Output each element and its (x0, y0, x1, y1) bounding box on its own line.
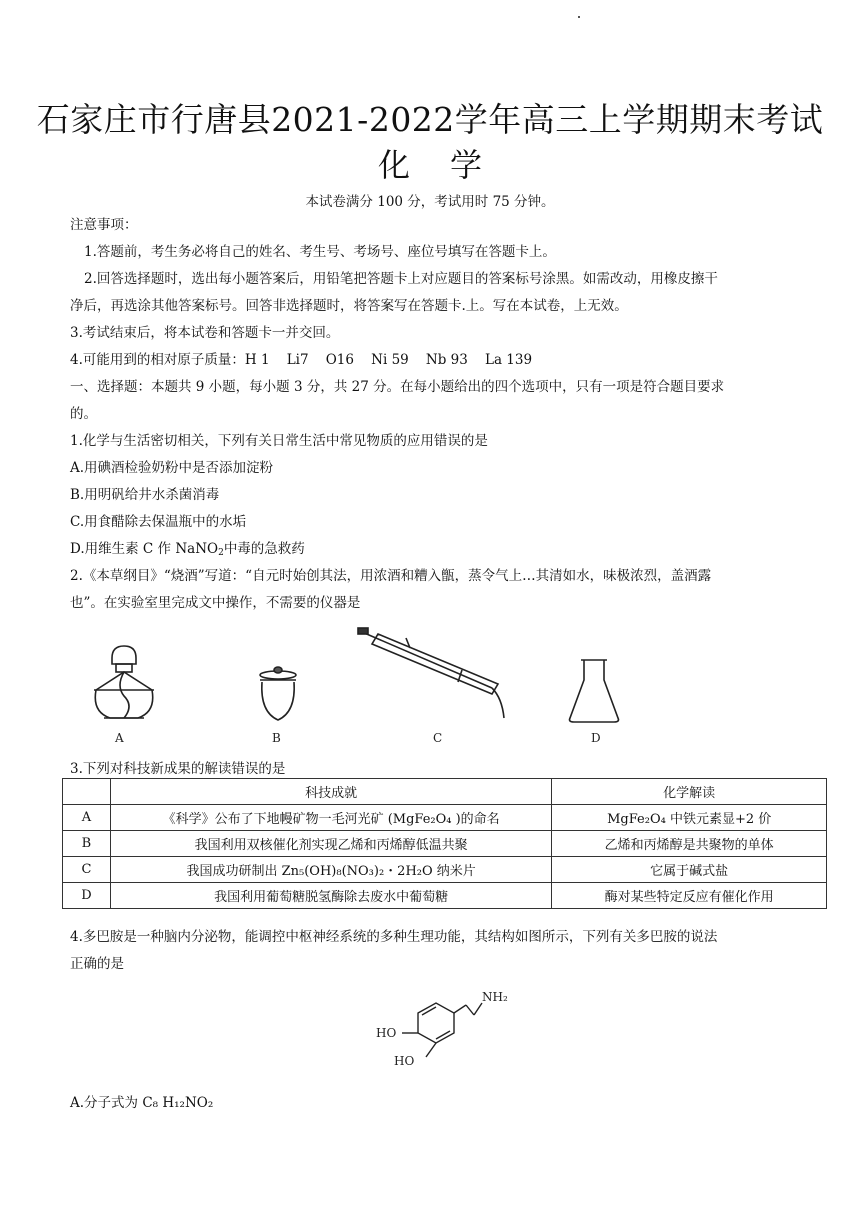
ho-label-1: HO (376, 1026, 397, 1040)
crucible-icon (260, 667, 296, 720)
q3-stem: 3.下列对科技新成果的解读错误的是 (70, 761, 286, 777)
label-c: C (433, 731, 443, 745)
row-label: C (63, 857, 111, 883)
ho-label-2: HO (394, 1054, 415, 1068)
note-1: 1.答题前，考生务必将自己的姓名、考生号、考场号、座位号填写在答题卡上。 (84, 244, 556, 260)
row-interpretation: 它属于碱式盐 (552, 857, 827, 883)
apparatus-figure (60, 620, 740, 750)
page-dot (578, 16, 580, 18)
condenser-icon (358, 628, 504, 718)
row-interpretation: MgFe₂O₄ 中铁元素显+2 价 (552, 805, 827, 831)
label-a: A (115, 731, 124, 745)
section1-instructions-cont: 的。 (70, 406, 97, 422)
q3-table (62, 778, 827, 909)
q4-stem-cont: 正确的是 (70, 956, 124, 972)
table-row (63, 805, 827, 831)
table-header-row (63, 779, 827, 805)
conical-flask-icon (570, 660, 619, 722)
exam-info: 本试卷满分 100 分，考试用时 75 分钟。 (305, 194, 555, 210)
note-2: 2.回答选择题时，选出每小题答案后，用铅笔把答题卡上对应题目的答案标号涂黑。如需改动，用橡皮擦干 (84, 271, 718, 287)
note-3: 3.考试结束后，将本试卷和答题卡一并交回。 (70, 325, 340, 341)
table-header-cell (63, 779, 111, 805)
dopamine-structure (370, 985, 510, 1080)
row-achievement: 我国利用葡萄糖脱氢酶除去废水中葡萄糖 (110, 883, 551, 909)
benzene-ring-icon (402, 1003, 482, 1057)
note-4: 4.可能用到的相对原子质量：H 1 Li7 O16 Ni 59 Nb 93 La 139 (70, 352, 533, 368)
table-row (63, 883, 827, 909)
label-b: B (272, 731, 281, 745)
q2-stem-cont: 也”。在实验室里完成文中操作，不需要的仪器是 (70, 595, 361, 611)
row-achievement: 我国利用双核催化剂实现乙烯和丙烯醇低温共聚 (110, 831, 551, 857)
notes-heading: 注意事项： (70, 217, 138, 233)
q4-stem: 4.多巴胺是一种脑内分泌物，能调控中枢神经系统的多种生理功能，其结构如图所示，下列有关多巴胺的说法 (70, 929, 718, 945)
row-achievement: 《科学》公布了下地幔矿物一毛河光矿 (MgFe₂O₄ )的命名 (110, 805, 551, 831)
q1-option-c: C.用食醋除去保温瓶中的水垢 (70, 514, 247, 530)
table-header-cell: 化学解读 (552, 779, 827, 805)
table-row (63, 857, 827, 883)
row-label: D (63, 883, 111, 909)
q4-option-a: A.分子式为 C₈ H₁₂NO₂ (70, 1095, 214, 1111)
row-label: B (63, 831, 111, 857)
nh2-label: NH₂ (482, 990, 508, 1004)
label-d: D (591, 731, 601, 745)
row-achievement: 我国成功研制出 Zn₅(OH)₈(NO₃)₂・2H₂O 纳米片 (110, 857, 551, 883)
exam-title: 石家庄市行唐县2021-2022学年高三上学期期末考试 (36, 100, 824, 139)
section1-instructions: 一、选择题：本题共 9 小题，每小题 3 分，共 27 分。在每小题给出的四个选项中，只有一项是符合题目要求 (70, 379, 725, 395)
q1-option-d: D.用维生素 C 作 NaNO$_2$中毒的急救药 (70, 541, 305, 558)
subject-title: 化学 (377, 146, 522, 184)
q2-stem: 2.《本草纲目》“烧酒”写道：“自元时始创其法，用浓酒和糟入甑，蒸令气上…其清如水，味极浓烈，盖酒露 (70, 568, 712, 584)
row-interpretation: 乙烯和丙烯醇是共聚物的单体 (552, 831, 827, 857)
table-row (63, 831, 827, 857)
q1-stem: 1.化学与生活密切相关，下列有关日常生活中常见物质的应用错误的是 (70, 433, 488, 449)
row-label: A (63, 805, 111, 831)
row-interpretation: 酶对某些特定反应有催化作用 (552, 883, 827, 909)
table-header-cell: 科技成就 (110, 779, 551, 805)
q1-option-a: A.用碘酒检验奶粉中是否添加淀粉 (70, 460, 274, 476)
note-2-cont: 净后，再选涂其他答案标号。回答非选择题时，将答案写在答题卡.上。写在本试卷，上无效。 (70, 298, 628, 314)
alcohol-lamp-icon (94, 646, 154, 718)
q1-option-b: B.用明矾给井水杀菌消毒 (70, 487, 220, 503)
